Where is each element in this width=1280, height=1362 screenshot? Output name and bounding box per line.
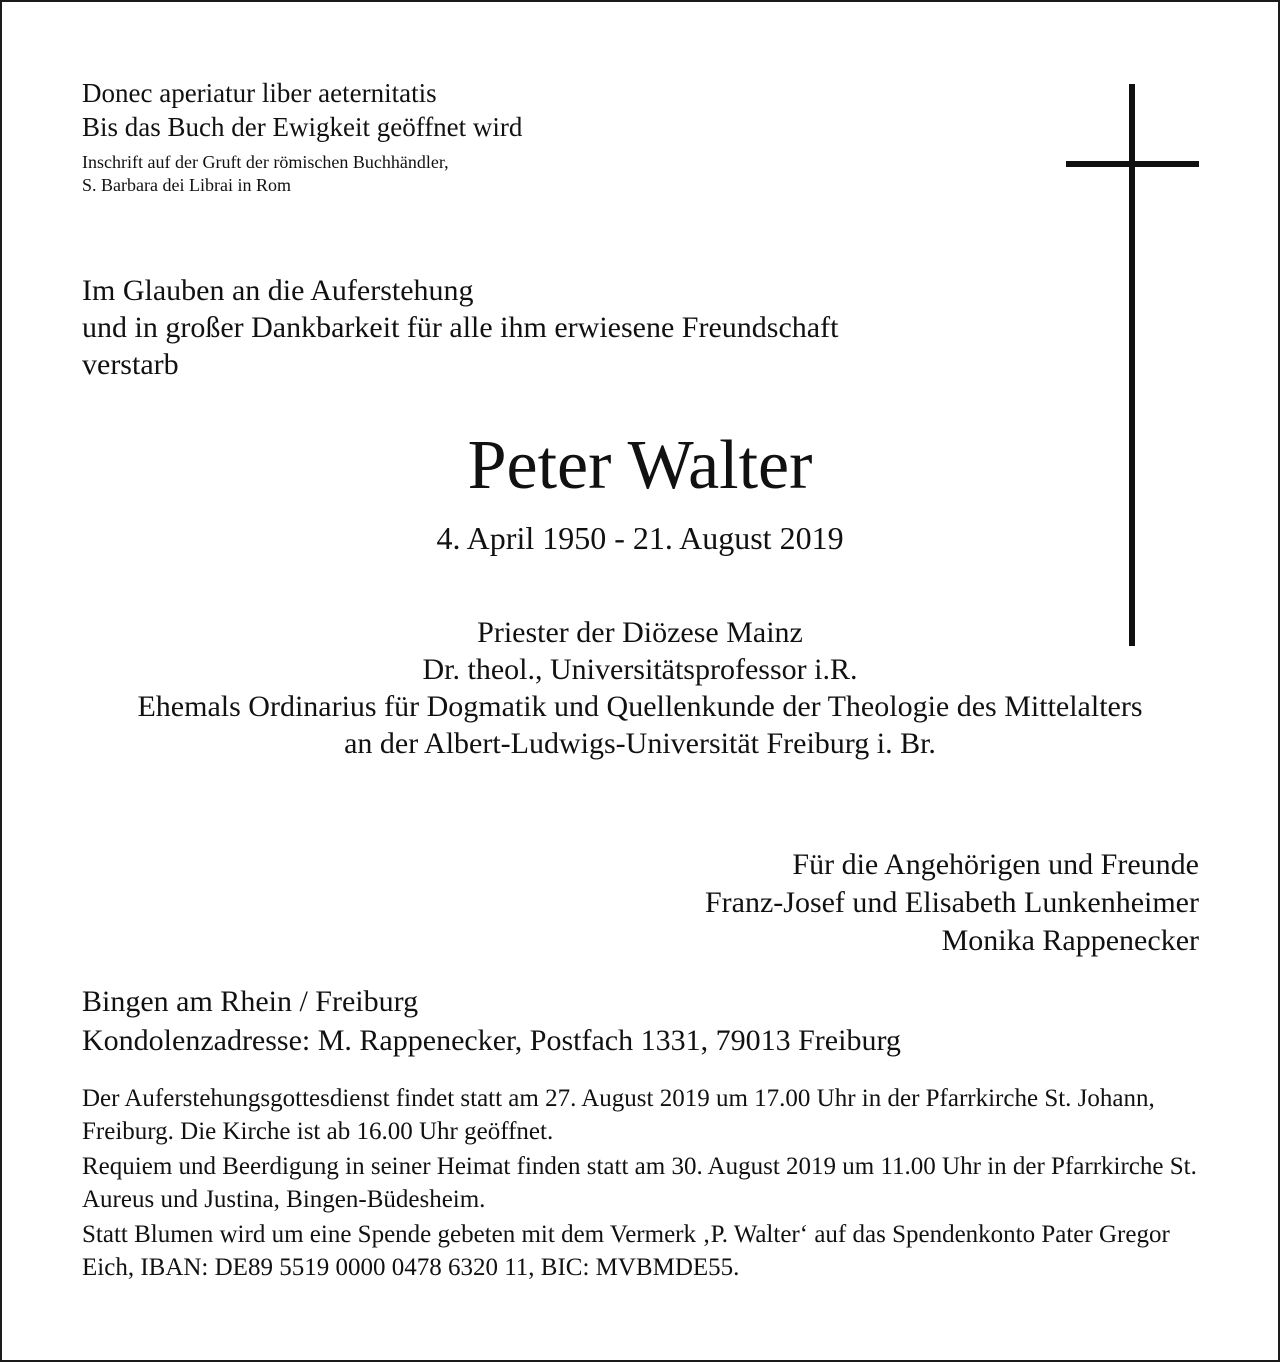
title-line4: an der Albert-Ludwigs-Universität Freiburg i. Br. [344, 727, 936, 760]
service-paragraph-donation: Statt Blumen wird um eine Spende gebeten mit dem Vermerk ‚P. Walter‘ auf das Spendenkonto Pater Gregor Eich, IBAN: DE89 5519 0000 0478 6320 11, BIC: MVBMDE55. [82, 1221, 1170, 1281]
service-paragraph-mass: Der Auferstehungsgottesdienst findet statt am 27. August 2019 um 17.00 Uhr in der Pfarrkirche St. Johann, Freiburg. Die Kirche ist ab 16.00 Uhr geöffnet. [82, 1085, 1155, 1145]
epigraph-source-line1: Inschrift auf der Gruft der römischen Buchhändler, [82, 152, 449, 172]
cross-vertical-bar [1129, 84, 1135, 646]
titles-block [0, 614, 1280, 762]
service-info [82, 1082, 1202, 1286]
family-block [705, 846, 1199, 960]
life-dates: 4. April 1950 - 21. August 2019 [436, 520, 844, 556]
intro-line1: Im Glauben an die Auferstehung [82, 274, 474, 307]
deceased-name: Peter Walter [467, 427, 813, 504]
epigraph-source-line2: S. Barbara dei Librai in Rom [82, 175, 291, 195]
family-line3: Monika Rappenecker [941, 924, 1199, 957]
epigraph-german: Bis das Buch der Ewigkeit geöffnet wird [82, 112, 523, 142]
title-line1: Priester der Diözese Mainz [477, 616, 803, 649]
intro-line3: verstarb [82, 348, 179, 381]
epigraph-latin: Donec aperiatur liber aeternitatis [82, 78, 437, 108]
family-line1: Für die Angehörigen und Freunde [792, 848, 1199, 881]
cross-horizontal-bar [1066, 161, 1199, 167]
place-line: Bingen am Rhein / Freiburg [82, 985, 419, 1018]
condolence-address: Kondolenzadresse: M. Rappenecker, Postfach 1331, 79013 Freiburg [82, 1024, 901, 1057]
intro-line2: und in großer Dankbarkeit für alle ihm erwiesene Freundschaft [82, 311, 839, 344]
title-line2: Dr. theol., Universitätsprofessor i.R. [422, 653, 858, 686]
service-paragraph-requiem: Requiem und Beerdigung in seiner Heimat finden statt am 30. August 2019 um 11.00 Uhr in der Pfarrkirche St. Aureus und Justina, Bingen-Büdesheim. [82, 1153, 1197, 1213]
title-line3: Ehemals Ordinarius für Dogmatik und Quellenkunde der Theologie des Mittelalters [137, 690, 1143, 723]
family-line2: Franz-Josef und Elisabeth Lunkenheimer [704, 886, 1199, 919]
